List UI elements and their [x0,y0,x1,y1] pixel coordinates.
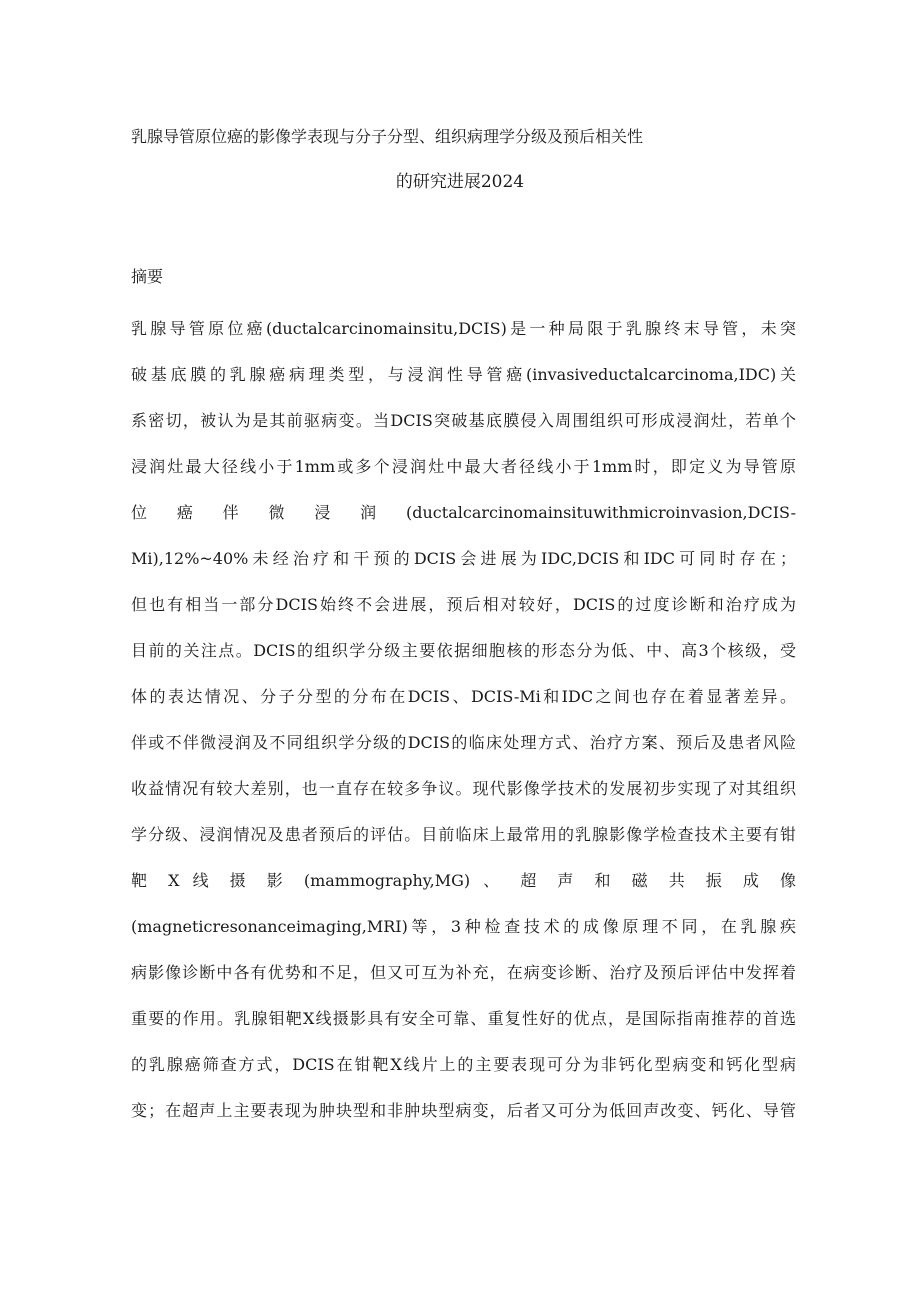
title-line-2: 的研究进展2024 [395,172,525,192]
body-line: (magneticresonanceimaging,MRI)等，3种检查技术的成像原理不同，在乳腺疾 [131,917,796,936]
body-line: 的乳腺癌筛查方式，DCIS在钳靶X线片上的主要表现可分为非钙化型病变和钙化型病 [131,1055,796,1074]
body-line: 重要的作用。乳腺钼靶X线摄影具有安全可靠、重复性好的优点，是国际指南推荐的首选 [131,1009,796,1028]
body-line: Mi),12%~40%未经治疗和干预的DCIS会进展为IDC,DCIS和IDC可同时存在； [131,549,796,568]
body-line: 系密切，被认为是其前驱病变。当DCIS突破基底膜侵入周围组织可形成浸润灶，若单个 [131,411,796,430]
body-line: 收益情况有较大差别，也一直存在较多争议。现代影像学技术的发展初步实现了对其组织 [131,779,796,798]
body-line: 但也有相当一部分DCIS始终不会进展，预后相对较好，DCIS的过度诊断和治疗成为 [131,595,796,614]
body-line: 浸润灶最大径线小于1mm或多个浸润灶中最大者径线小于1mm时，即定义为导管原 [131,457,796,476]
body-line: 破基底膜的乳腺癌病理类型，与浸润性导管癌(invasiveductalcarcinoma,IDC)关 [131,365,796,384]
body-line: 体的表达情况、分子分型的分布在DCIS、DCIS-Mi和IDC之间也存在着显著差异。 [131,687,796,706]
body-line: 靶 X 线 摄 影 (mammography,MG) 、 超 声 和 磁 共 振 成 像 [131,871,796,890]
body-line: 学分级、浸润情况及患者预后的评估。目前临床上最常用的乳腺影像学检查技术主要有钳 [131,825,796,844]
body-line: 目前的关注点。DCIS的组织学分级主要依据细胞核的形态分为低、中、高3个核级，受 [131,641,796,660]
abstract-body [131,306,796,1134]
abstract-heading: 摘要 [131,267,164,286]
body-line: 乳腺导管原位癌(ductalcarcinomainsitu,DCIS)是一种局限于乳腺终末导管，未突 [131,319,796,338]
title-line-1: 乳腺导管原位癌的影像学表现与分子分型、组织病理学分级及预后相关性 [131,127,644,146]
body-line: 伴或不伴微浸润及不同组织学分级的DCIS的临床处理方式、治疗方案、预后及患者风险 [131,733,796,752]
body-line: 位 癌 伴 微 浸 润 (ductalcarcinomainsituwithmicroinvasion,DCIS- [131,503,796,522]
body-line: 变；在超声上主要表现为肿块型和非肿块型病变，后者又可分为低回声改变、钙化、导管 [131,1101,796,1120]
body-line: 病影像诊断中各有优势和不足，但又可互为补充，在病变诊断、治疗及预后评估中发挥着 [131,963,796,982]
